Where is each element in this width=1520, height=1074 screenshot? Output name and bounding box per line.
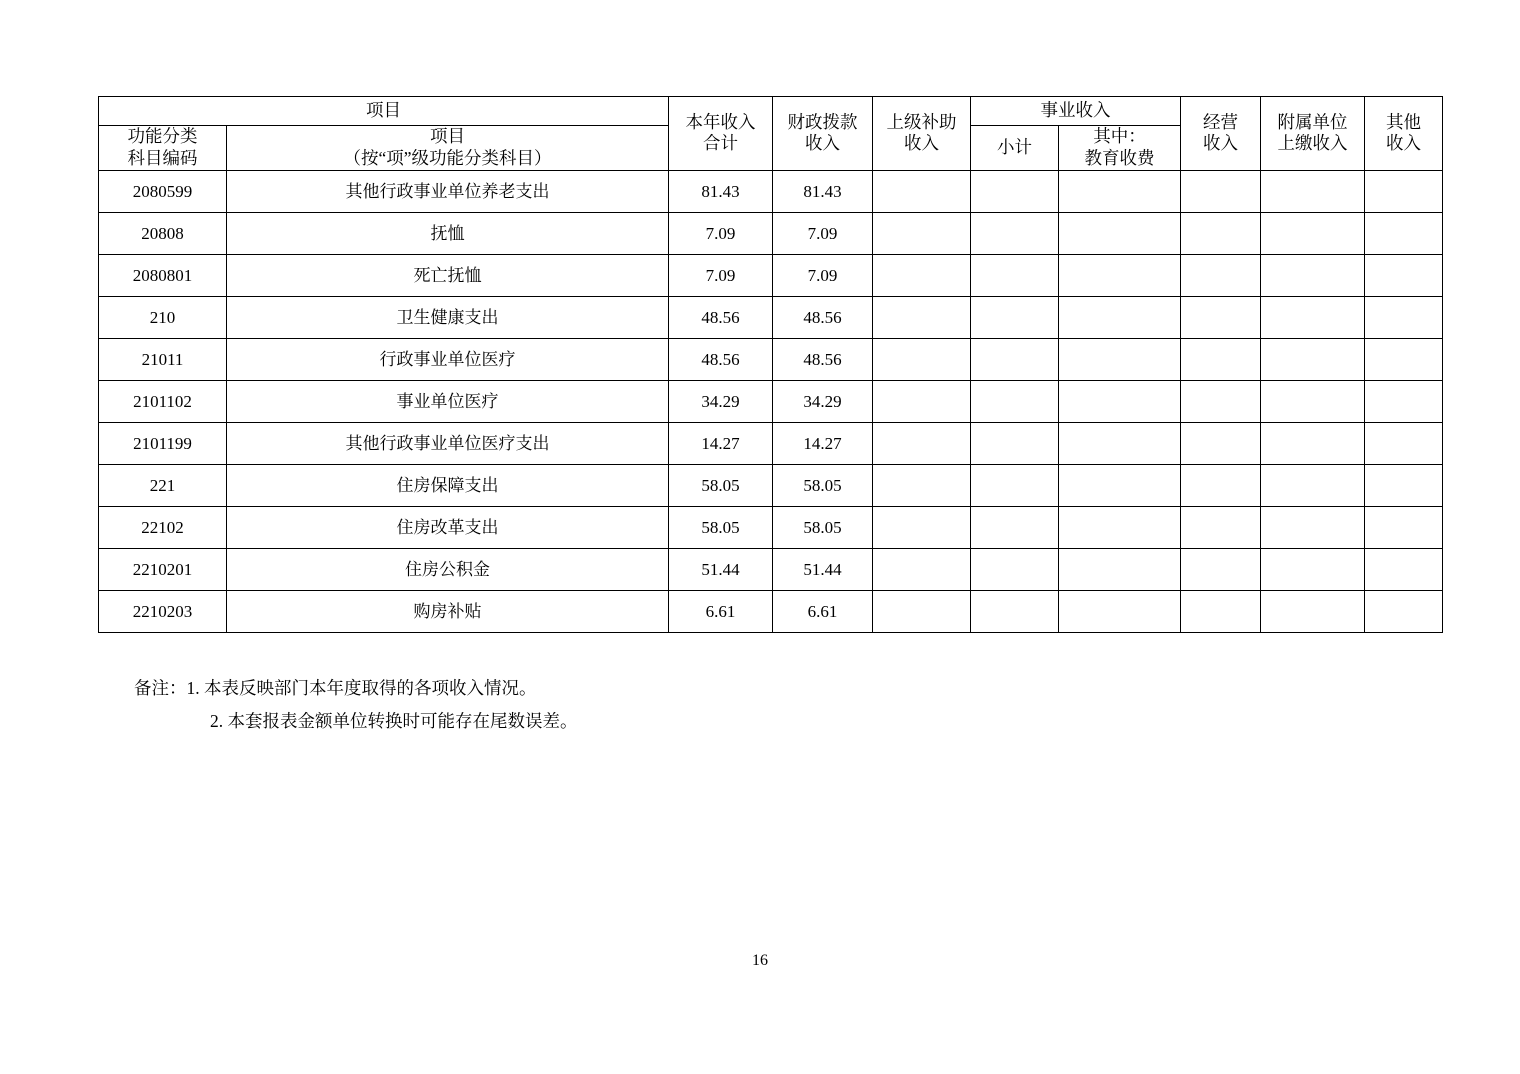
cell-business-subtotal (971, 170, 1059, 212)
table-row (99, 506, 1443, 548)
cell-item-name: 住房保障支出 (227, 464, 669, 506)
cell-operating-income (1181, 380, 1261, 422)
cell-education-fee (1059, 464, 1181, 506)
header-fiscal-line2: 收入 (805, 133, 840, 154)
cell-business-subtotal (971, 422, 1059, 464)
cell-fiscal-appropriation: 7.09 (773, 254, 873, 296)
cell-fiscal-appropriation: 34.29 (773, 380, 873, 422)
cell-operating-income (1181, 464, 1261, 506)
cell-other-income (1365, 548, 1443, 590)
cell-function-code: 221 (99, 464, 227, 506)
table-row (99, 296, 1443, 338)
cell-superior-subsidy (873, 296, 971, 338)
cell-function-code: 2210203 (99, 590, 227, 632)
cell-fiscal-appropriation: 51.44 (773, 548, 873, 590)
cell-total-income: 81.43 (669, 170, 773, 212)
cell-attached-remittance (1261, 338, 1365, 380)
header-business-income: 事业收入 (971, 97, 1181, 126)
cell-other-income (1365, 170, 1443, 212)
cell-operating-income (1181, 296, 1261, 338)
cell-fiscal-appropriation: 6.61 (773, 590, 873, 632)
table-row (99, 212, 1443, 254)
cell-business-subtotal (971, 338, 1059, 380)
cell-item-name: 住房公积金 (227, 548, 669, 590)
table-row (99, 590, 1443, 632)
cell-other-income (1365, 254, 1443, 296)
cell-function-code: 21011 (99, 338, 227, 380)
cell-function-code: 2101199 (99, 422, 227, 464)
cell-education-fee (1059, 590, 1181, 632)
cell-function-code: 210 (99, 296, 227, 338)
cell-total-income: 58.05 (669, 506, 773, 548)
budget-table-container (98, 96, 1420, 633)
cell-attached-remittance (1261, 212, 1365, 254)
cell-function-code: 20808 (99, 212, 227, 254)
cell-other-income (1365, 380, 1443, 422)
header-superior-subsidy (873, 97, 971, 171)
table-row (99, 170, 1443, 212)
cell-business-subtotal (971, 590, 1059, 632)
header-operating-income (1181, 97, 1261, 171)
cell-function-code: 2080801 (99, 254, 227, 296)
cell-superior-subsidy (873, 464, 971, 506)
header-education-fee-line1: 其中： (1093, 126, 1146, 146)
cell-fiscal-appropriation: 48.56 (773, 296, 873, 338)
cell-fiscal-appropriation: 81.43 (773, 170, 873, 212)
cell-education-fee (1059, 296, 1181, 338)
cell-operating-income (1181, 212, 1261, 254)
header-education-fee (1059, 126, 1181, 171)
table-row (99, 422, 1443, 464)
table-row (99, 548, 1443, 590)
cell-function-code: 22102 (99, 506, 227, 548)
cell-attached-remittance (1261, 254, 1365, 296)
table-row (99, 254, 1443, 296)
cell-business-subtotal (971, 212, 1059, 254)
cell-education-fee (1059, 170, 1181, 212)
page-number: 16 (752, 952, 768, 969)
header-attached-line2: 上缴收入 (1277, 133, 1348, 154)
cell-total-income: 7.09 (669, 212, 773, 254)
cell-item-name: 死亡抚恤 (227, 254, 669, 296)
cell-attached-remittance (1261, 170, 1365, 212)
cell-other-income (1365, 506, 1443, 548)
cell-function-code: 2210201 (99, 548, 227, 590)
cell-other-income (1365, 422, 1443, 464)
cell-attached-remittance (1261, 506, 1365, 548)
cell-operating-income (1181, 338, 1261, 380)
cell-education-fee (1059, 338, 1181, 380)
header-function-code-line2: 科目编码 (127, 147, 198, 168)
income-by-function-table (98, 96, 1443, 633)
cell-item-name: 购房补贴 (227, 590, 669, 632)
cell-fiscal-appropriation: 14.27 (773, 422, 873, 464)
cell-education-fee (1059, 212, 1181, 254)
cell-function-code: 2080599 (99, 170, 227, 212)
notes-block (98, 672, 1198, 739)
table-row (99, 380, 1443, 422)
header-other-line1: 其他 (1386, 111, 1421, 132)
cell-operating-income (1181, 422, 1261, 464)
cell-other-income (1365, 296, 1443, 338)
cell-total-income: 51.44 (669, 548, 773, 590)
cell-item-name: 抚恤 (227, 212, 669, 254)
header-item-group: 项目 (99, 97, 669, 126)
cell-total-income: 34.29 (669, 380, 773, 422)
cell-total-income: 48.56 (669, 338, 773, 380)
header-operating-line1: 经营 (1203, 111, 1238, 132)
cell-superior-subsidy (873, 212, 971, 254)
cell-superior-subsidy (873, 338, 971, 380)
cell-total-income: 58.05 (669, 464, 773, 506)
header-attached-line1: 附属单位 (1277, 111, 1348, 132)
cell-education-fee (1059, 380, 1181, 422)
cell-superior-subsidy (873, 380, 971, 422)
cell-operating-income (1181, 254, 1261, 296)
cell-fiscal-appropriation: 7.09 (773, 212, 873, 254)
cell-superior-subsidy (873, 548, 971, 590)
cell-total-income: 6.61 (669, 590, 773, 632)
header-fiscal-line1: 财政拨款 (787, 111, 858, 132)
cell-item-name: 卫生健康支出 (227, 296, 669, 338)
cell-operating-income (1181, 590, 1261, 632)
cell-other-income (1365, 212, 1443, 254)
cell-education-fee (1059, 254, 1181, 296)
cell-superior-subsidy (873, 590, 971, 632)
cell-operating-income (1181, 506, 1261, 548)
note-line-2: 2. 本套报表金额单位转换时可能存在尾数误差。 (210, 711, 578, 732)
cell-total-income: 48.56 (669, 296, 773, 338)
header-function-code (99, 126, 227, 171)
cell-education-fee (1059, 548, 1181, 590)
cell-education-fee (1059, 506, 1181, 548)
cell-item-name: 住房改革支出 (227, 506, 669, 548)
cell-other-income (1365, 590, 1443, 632)
table-row (99, 464, 1443, 506)
cell-attached-remittance (1261, 464, 1365, 506)
header-superior-line1: 上级补助 (886, 111, 957, 132)
cell-fiscal-appropriation: 58.05 (773, 464, 873, 506)
cell-superior-subsidy (873, 422, 971, 464)
header-total-income (669, 97, 773, 171)
cell-business-subtotal (971, 548, 1059, 590)
cell-total-income: 14.27 (669, 422, 773, 464)
header-item-name-line1: 项目 (430, 126, 465, 146)
cell-business-subtotal (971, 380, 1059, 422)
cell-superior-subsidy (873, 254, 971, 296)
cell-other-income (1365, 338, 1443, 380)
cell-business-subtotal (971, 254, 1059, 296)
header-operating-line2: 收入 (1203, 133, 1238, 154)
cell-superior-subsidy (873, 170, 971, 212)
cell-item-name: 行政事业单位医疗 (227, 338, 669, 380)
table-body (99, 170, 1443, 632)
header-fiscal-appropriation (773, 97, 873, 171)
cell-business-subtotal (971, 296, 1059, 338)
header-total-income-line1: 本年收入 (685, 111, 756, 132)
header-other-line2: 收入 (1386, 133, 1421, 154)
cell-fiscal-appropriation: 48.56 (773, 338, 873, 380)
header-business-subtotal: 小计 (971, 126, 1059, 171)
header-total-income-line2: 合计 (703, 133, 738, 154)
header-education-fee-line2: 教育收费 (1084, 147, 1155, 168)
header-item-name (227, 126, 669, 171)
table-row (99, 338, 1443, 380)
header-row-1 (99, 97, 1443, 126)
cell-fiscal-appropriation: 58.05 (773, 506, 873, 548)
cell-item-name: 其他行政事业单位养老支出 (227, 170, 669, 212)
note-line-1: 备注：1. 本表反映部门本年度取得的各项收入情况。 (134, 678, 537, 698)
cell-attached-remittance (1261, 422, 1365, 464)
cell-attached-remittance (1261, 548, 1365, 590)
cell-business-subtotal (971, 464, 1059, 506)
header-superior-line2: 收入 (904, 133, 939, 154)
cell-attached-remittance (1261, 296, 1365, 338)
cell-attached-remittance (1261, 380, 1365, 422)
cell-total-income: 7.09 (669, 254, 773, 296)
cell-function-code: 2101102 (99, 380, 227, 422)
table-header (99, 97, 1443, 171)
cell-education-fee (1059, 422, 1181, 464)
cell-operating-income (1181, 548, 1261, 590)
header-function-code-line1: 功能分类 (127, 126, 198, 146)
cell-superior-subsidy (873, 506, 971, 548)
header-attached-unit-remittance (1261, 97, 1365, 171)
cell-other-income (1365, 464, 1443, 506)
header-other-income (1365, 97, 1443, 171)
header-item-name-line2: （按“项”级功能分类科目） (343, 147, 552, 168)
cell-attached-remittance (1261, 590, 1365, 632)
cell-operating-income (1181, 170, 1261, 212)
cell-item-name: 其他行政事业单位医疗支出 (227, 422, 669, 464)
cell-business-subtotal (971, 506, 1059, 548)
cell-item-name: 事业单位医疗 (227, 380, 669, 422)
